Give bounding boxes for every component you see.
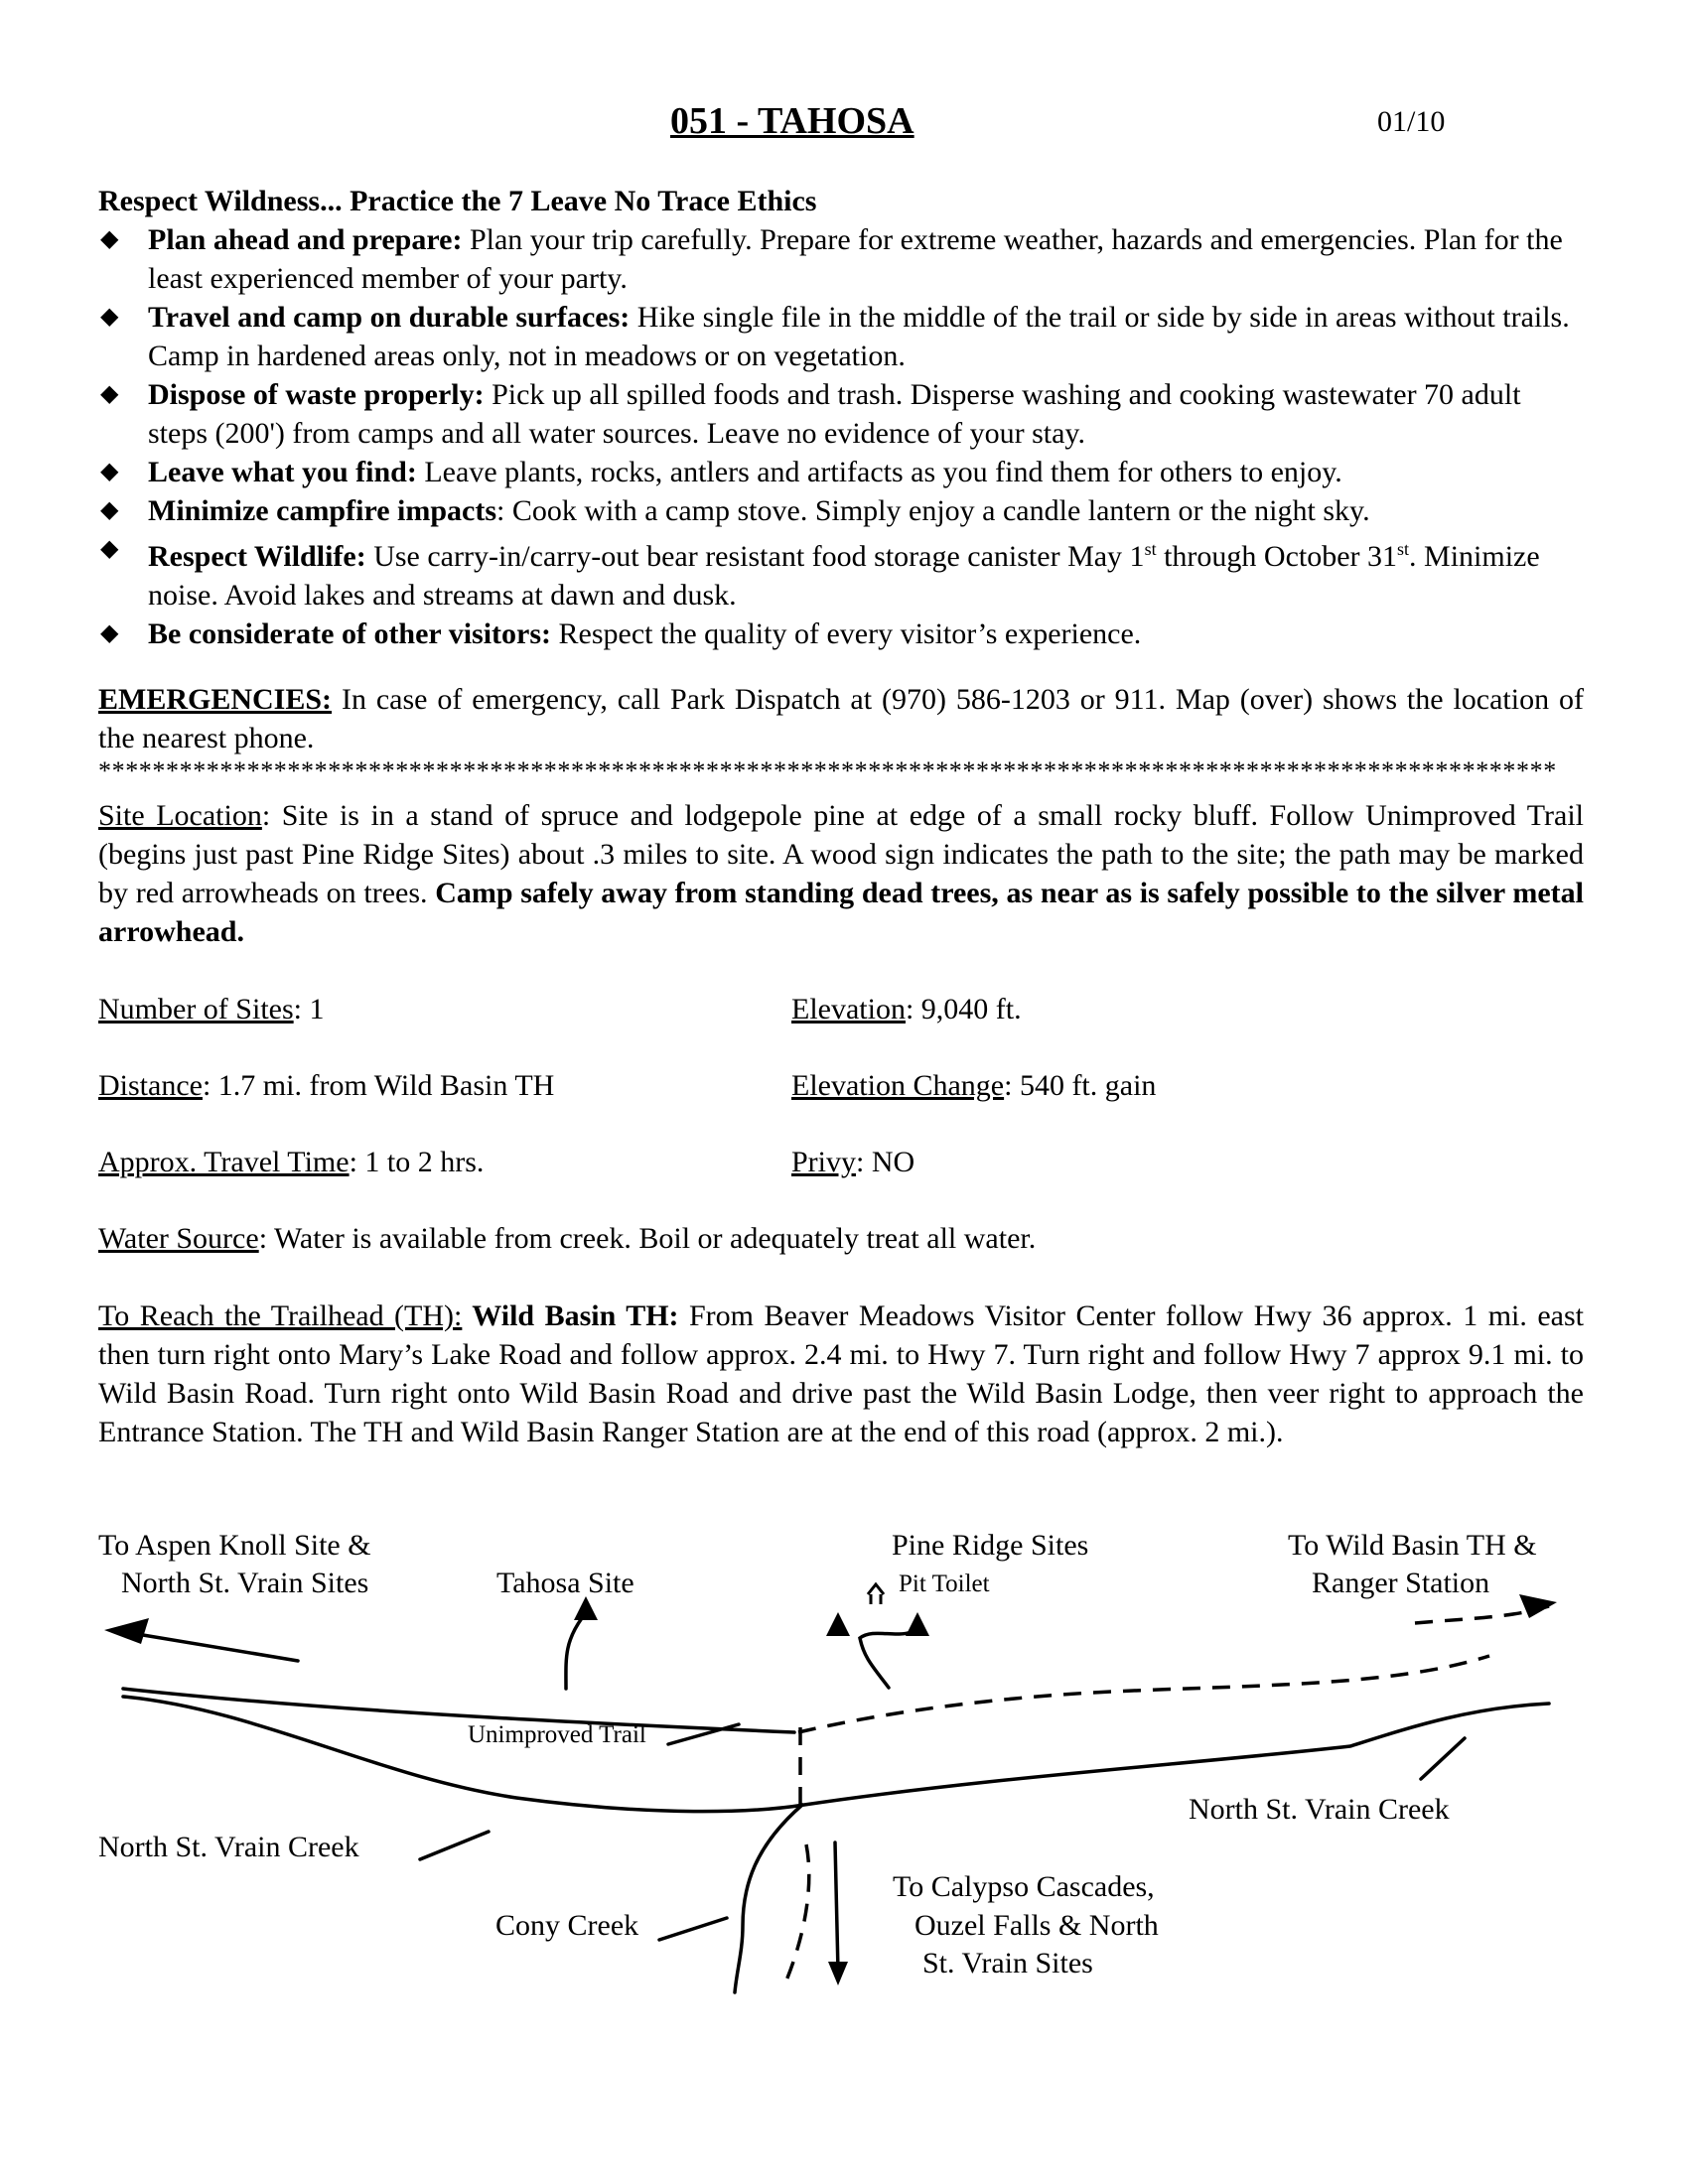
label-pine-ridge: Pine Ridge Sites bbox=[892, 1529, 1089, 1562]
pine-ridge-triangle-icon bbox=[826, 1612, 850, 1636]
lnt-heading: Respect Wildness... Practice the 7 Leave No Trace Ethics bbox=[98, 185, 817, 217]
tahosa-site-triangle-icon bbox=[574, 1596, 598, 1620]
elevation: Elevation: 9,040 ft. bbox=[791, 993, 1022, 1025]
list-item: ◆ Dispose of waste properly: Pick up all spilled foods and trash. Disperse washing and cooking wastewater 70 adult steps (200') from camps and all water sources. Leave no evidence of your stay. bbox=[98, 375, 1588, 453]
label-pit-toilet: Pit Toilet bbox=[899, 1570, 990, 1597]
revision-date: 01/10 bbox=[1377, 105, 1446, 138]
diamond-bullet-icon: ◆ bbox=[100, 536, 119, 562]
list-item: ◆ Travel and camp on durable surfaces: Hike single file in the middle of the trail or side by side in areas without trails. Camp in hardened areas only, not in meadows or on vegetation. bbox=[98, 298, 1588, 375]
leader-cony bbox=[659, 1918, 727, 1940]
label-calypso-1: To Calypso Cascades, bbox=[893, 1870, 1155, 1903]
arrow-aspen-knoll bbox=[119, 1631, 298, 1661]
diamond-bullet-icon: ◆ bbox=[100, 620, 119, 646]
label-creek-right: North St. Vrain Creek bbox=[1189, 1793, 1450, 1826]
arrowhead-aspen-icon bbox=[104, 1618, 149, 1644]
label-tahosa-site: Tahosa Site bbox=[496, 1567, 634, 1599]
label-unimproved-trail: Unimproved Trail bbox=[468, 1721, 646, 1748]
diamond-bullet-icon: ◆ bbox=[100, 381, 119, 407]
label-creek-left: North St. Vrain Creek bbox=[98, 1831, 359, 1863]
arrow-calypso bbox=[835, 1843, 838, 1972]
dashed-trail-south bbox=[786, 1844, 809, 1980]
lnt-list bbox=[98, 220, 1588, 653]
label-cony-creek: Cony Creek bbox=[495, 1909, 639, 1942]
number-of-sites: Number of Sites: 1 bbox=[98, 993, 325, 1025]
trail-map bbox=[0, 1509, 1688, 2025]
page-title: 051 - TAHOSA bbox=[670, 100, 914, 142]
emergencies-paragraph: EMERGENCIES: In case of emergency, call Park Dispatch at (970) 586-1203 or 911. Map (over) shows the location of the nearest phone. bbox=[98, 683, 1584, 754]
list-item: ◆ Plan ahead and prepare: Plan your trip carefully. Prepare for extreme weather, hazards and emergencies. Plan for the least experienced member of your party. bbox=[98, 220, 1588, 298]
label-calypso-2: Ouzel Falls & North bbox=[914, 1909, 1159, 1942]
label-wild-basin-th: To Wild Basin TH & bbox=[1288, 1529, 1537, 1562]
diamond-bullet-icon: ◆ bbox=[100, 304, 119, 330]
privy: Privy: NO bbox=[791, 1146, 915, 1178]
diamond-bullet-icon: ◆ bbox=[100, 226, 119, 252]
label-ranger-station: Ranger Station bbox=[1312, 1567, 1490, 1599]
water-source: Water Source: Water is available from creek. Boil or adequately treat all water. bbox=[98, 1222, 1037, 1255]
pine-ridge-spur bbox=[860, 1632, 912, 1688]
label-aspen-knoll: To Aspen Knoll Site & bbox=[98, 1529, 371, 1562]
distance: Distance: 1.7 mi. from Wild Basin TH bbox=[98, 1069, 555, 1102]
trail-to-tahosa bbox=[566, 1618, 582, 1689]
main-trail-upper bbox=[123, 1689, 794, 1732]
trailhead-paragraph: To Reach the Trailhead (TH): Wild Basin TH: From Beaver Meadows Visitor Center follow Hwy 36 approx. 1 mi. east then turn right onto Mary’s Lake Road and follow approx. 2.4 mi. to Hwy 7. Turn right and follow Hwy 7 approx 9.1 mi. to Wild Basin Road. Turn right onto Wild Basin Road and drive past the Wild Basin Lodge, then veer right to approach the Entrance Station. The TH and Wild Basin Ranger Station are at the end of this road (approx. 2 mi.). bbox=[98, 1299, 1584, 1448]
diamond-bullet-icon: ◆ bbox=[100, 459, 119, 484]
pit-toilet-icon bbox=[868, 1584, 884, 1604]
list-item: ◆ Minimize campfire impacts: Cook with a camp stove. Simply enjoy a candle lantern or the night sky. bbox=[98, 491, 1588, 530]
list-item: ◆ Leave what you find: Leave plants, rocks, antlers and artifacts as you find them for others to enjoy. bbox=[98, 453, 1588, 491]
separator: ************************************************************************************************************ bbox=[98, 756, 1557, 785]
label-calypso-3: St. Vrain Sites bbox=[922, 1947, 1093, 1979]
leader-creek-right bbox=[1421, 1738, 1465, 1779]
site-location-paragraph: Site Location: Site is in a stand of spruce and lodgepole pine at edge of a small rocky bluff. Follow Unimproved Trail (begins just past Pine Ridge Sites) about .3 miles to site. A wood sign indicates the path to the site; the path may be marked by red arrowheads on trees. Camp safely away from standing dead trees, as near as is safely possible to the silver metal arrowhead. bbox=[98, 799, 1585, 948]
elevation-change: Elevation Change: 540 ft. gain bbox=[791, 1069, 1157, 1102]
diamond-bullet-icon: ◆ bbox=[100, 497, 119, 523]
label-north-st-vrain-sites: North St. Vrain Sites bbox=[121, 1567, 369, 1599]
list-item: ◆ Be considerate of other visitors: Respect the quality of every visitor’s experience. bbox=[98, 614, 1588, 653]
pine-ridge-triangle-icon bbox=[906, 1612, 929, 1636]
dashed-trail-main bbox=[798, 1656, 1489, 1732]
leader-creek-left bbox=[420, 1832, 489, 1859]
arrowhead-calypso-icon bbox=[828, 1962, 848, 1985]
arrowhead-wild-basin-icon bbox=[1519, 1594, 1557, 1618]
travel-time: Approx. Travel Time: 1 to 2 hrs. bbox=[98, 1146, 485, 1178]
list-item: ◆ Respect Wildlife: Use carry-in/carry-out bear resistant food storage canister May 1st through October 31st. Minimize noise. Avoid lakes and streams at dawn and dusk. bbox=[98, 530, 1588, 614]
